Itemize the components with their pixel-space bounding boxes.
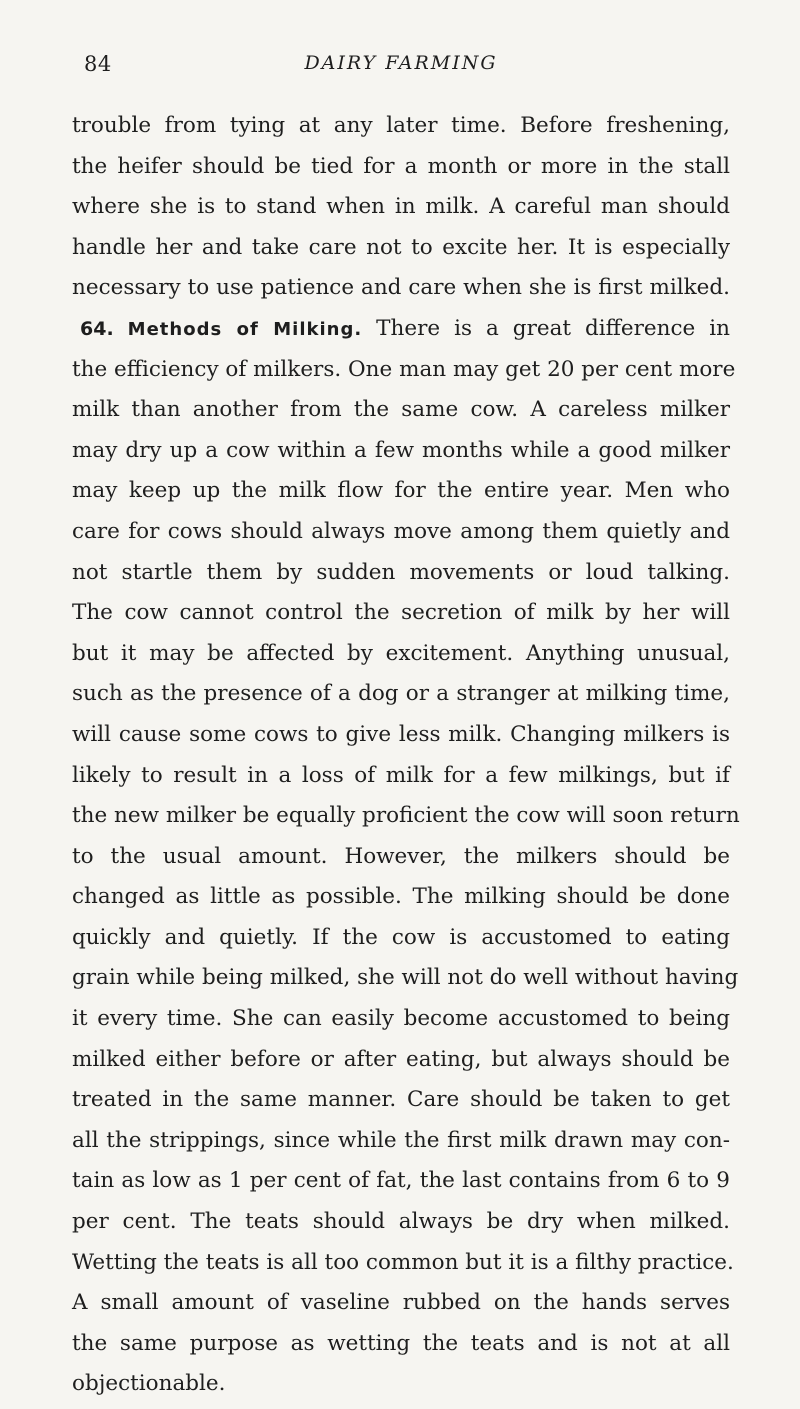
text-line: necessary to use patience and care when she is first milked. [72,275,730,301]
text-line: may keep up the milk flow for the entire year. Men who [72,478,730,504]
text-line: care for cows should always move among them quietly and [72,518,730,544]
page-header [72,52,730,82]
section-title: Methods of Milking. [127,318,363,340]
text-line: quickly and quietly. If the cow is accustomed to eating [72,924,730,950]
text-line: will cause some cows to give less milk. Changing milkers is [72,721,730,747]
text-line: it every time. She can easily become accustomed to being [72,1006,730,1032]
text-line: may dry up a cow within a few months while a good milker [72,437,730,463]
text-line: all the strippings, since while the first milk drawn may con- [72,1127,730,1153]
text-line: handle her and take care not to excite her. It is especially [72,234,730,260]
section-heading-line [72,313,730,354]
text-line: tain as low as 1 per cent of fat, the last contains from 6 to 9 [72,1168,730,1194]
body-text [72,110,740,1409]
text-line: Wetting the teats is all too common but it is a filthy practice. [72,1249,734,1275]
text-line: per cent. The teats should always be dry when milked. [72,1209,730,1235]
text-line: milked either before or after eating, but always should be [72,1046,730,1072]
text-line: changed as little as possible. The milking should be done [72,884,730,910]
text-line: such as the presence of a dog or a stranger at milking time, [72,681,730,707]
text-line: where she is to stand when in milk. A careful man should [72,194,730,220]
running-head: DAIRY FARMING [304,52,498,74]
text-line: objectionable. [72,1371,226,1397]
text-line: treated in the same manner. Care should be taken to get [72,1087,730,1113]
text-line: but it may be affected by excitement. Anything unusual, [72,640,730,666]
text-line: grain while being milked, she will not do well without having [72,965,739,991]
text-line: There is a great difference in [362,315,730,341]
text-line: not startle them by sudden movements or loud talking. [72,559,730,585]
text-line: the same purpose as wetting the teats and is not at all [72,1330,730,1356]
text-line: milk than another from the same cow. A careless milker [72,397,730,423]
text-line: likely to result in a loss of milk for a few milkings, but if [72,762,730,788]
page-number: 84 [84,52,112,76]
section-number: 64. [80,317,114,340]
text-line: trouble from tying at any later time. Before freshening, [72,113,730,138]
text-line: The cow cannot control the secretion of milk by her will [72,600,730,626]
text-line: the efficiency of milkers. One man may get 20 per cent more [72,356,736,382]
text-line: the heifer should be tied for a month or more in the stall [72,153,730,179]
text-line: to the usual amount. However, the milkers should be [72,843,730,869]
text-line: the new milker be equally proficient the cow will soon return [72,803,740,829]
text-line: A small amount of vaseline rubbed on the hands serves [72,1290,730,1316]
